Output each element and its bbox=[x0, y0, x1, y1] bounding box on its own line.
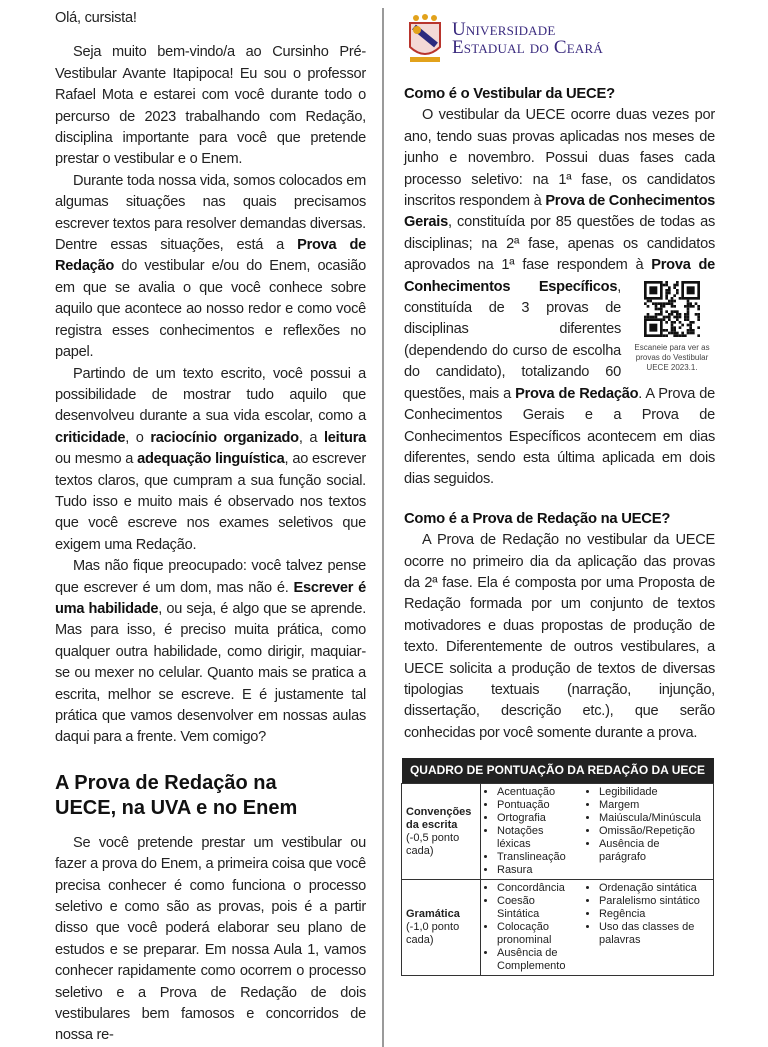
criteria-item: • Omissão/Repetição bbox=[599, 825, 709, 838]
text-segment: , constituída de 3 provas de disciplinas diferentes (dependendo do curso de escolha do candidato), totalizando 60 questões, mais a bbox=[404, 278, 621, 402]
criteria-item: • Coesão Sintática bbox=[497, 895, 579, 921]
text-segment: Se você pretende prestar um vestibular ou fazer a prova do Enem, a primeira coisa que você precisa conhecer é como funciona o processo seletivo e como são as provas, pois é a partir disso que você poderá elaborar seu plano de estudos e se preparar. Em nossa Aula 1, vamos conhecer rapidamente como ocorrem o processo seletivo e a Prova de Redação de dois vestibulares bem famosos e concorridos de nossa re- bbox=[55, 834, 366, 1044]
bold-term: Prova de Redação bbox=[55, 237, 367, 275]
criteria-item: • Legibilidade bbox=[599, 786, 709, 799]
intro-text bbox=[55, 42, 366, 748]
uece-crest-icon bbox=[406, 13, 444, 65]
criteria-item: • Regência bbox=[599, 908, 709, 921]
text-segment: , a bbox=[298, 429, 324, 446]
row-label: Convenções da escrita bbox=[406, 805, 472, 831]
bold-term: leitura bbox=[323, 429, 367, 446]
greeting: Olá, cursista! bbox=[55, 10, 137, 26]
text-segment: Seja muito bem-vindo/a ao Cursinho Pré-Vestibular Avante Itapipoca! Eu sou o professor Rafael Mota e estarei com você durante todo o percurso de 2023 trabalhando com Redação, disciplina importante para você que pretende prestar o vestibular e o Enem. bbox=[55, 44, 366, 168]
q2-title: Como é a Prova de Redação na UECE? bbox=[404, 510, 671, 527]
paragraph bbox=[55, 833, 366, 1047]
qr-caption: Escaneie para ver as provas do Vestibular UECE 2023.1. bbox=[634, 342, 710, 372]
q1-text bbox=[404, 105, 715, 490]
criteria-item: • Translineação bbox=[497, 851, 579, 864]
paragraph bbox=[55, 364, 366, 557]
criteria-item: • Ausência de parágrafo bbox=[599, 838, 709, 864]
bold-term: Escrever é uma habilidade bbox=[55, 579, 366, 617]
section-title-line1: A Prova de Redação na bbox=[55, 771, 277, 794]
right-column bbox=[404, 8, 715, 976]
table-row bbox=[402, 784, 714, 880]
table-row bbox=[402, 880, 714, 976]
text-segment: Mas não fique preocupado: você talvez pense que escrever é um dom, mas não é. bbox=[55, 558, 366, 596]
qr-code-icon[interactable] bbox=[644, 281, 700, 337]
paragraph bbox=[404, 105, 715, 490]
left-column bbox=[55, 8, 366, 1047]
section-title-line2: UECE, na UVA e no Enem bbox=[55, 796, 298, 819]
text-segment: , ao escrever textos claros, que cumpram a sua função social. Tudo isso e muito mais é observado nos textos que você escreve nos exames seletivos que exigem uma Redação. bbox=[55, 451, 367, 553]
criteria-cell bbox=[583, 880, 714, 976]
criteria-cell bbox=[481, 880, 583, 976]
bold-term: raciocínio organizado bbox=[150, 429, 299, 446]
row-penalty: (-1,0 ponto cada) bbox=[406, 921, 460, 947]
criteria-item: • Colocação pronominal bbox=[497, 921, 579, 947]
uece-logo bbox=[406, 12, 715, 66]
bold-term: criticidade bbox=[55, 429, 126, 446]
q1-title: Como é o Vestibular da UECE? bbox=[404, 86, 615, 102]
criteria-item: • Ausência de Complemento bbox=[497, 947, 579, 973]
criteria-cell bbox=[481, 784, 583, 880]
text-segment: ou mesmo a bbox=[55, 451, 138, 468]
criteria-item: • Rasura bbox=[497, 864, 579, 877]
paragraph bbox=[404, 530, 715, 744]
text-segment: Partindo de um texto escrito, você possui a possibilidade de mostrar tudo aquilo que desenvolveu durante a sua vida escolar, como a bbox=[55, 365, 366, 425]
table-title: QUADRO DE PONTUAÇÃO DA REDAÇÃO DA UECE bbox=[402, 758, 714, 784]
criteria-item: • Notações léxicas bbox=[497, 825, 579, 851]
university-name bbox=[452, 21, 603, 57]
row-label-cell bbox=[402, 784, 481, 880]
q1-section bbox=[404, 84, 715, 491]
row-label: Gramática bbox=[406, 908, 460, 921]
text-segment: Durante toda nossa vida, somos colocados em algumas situações nas quais precisamos escrever textos para resolver demandas diversas. Dentre essas situações, está a bbox=[55, 172, 366, 254]
q2-section bbox=[404, 509, 715, 744]
text-segment: , o bbox=[125, 429, 151, 446]
text-segment: A Prova de Redação no vestibular da UECE ocorre no primeiro dia da aplicação das provas da 2ª fase. Ela é composta por uma Proposta de Redação formada por um conjunto de textos motivadores e duas propostas de produção de texto. Diferentemente de outros vestibulares, a UECE solicita a produção de textos de diversas tipologias textuais (narração, injunção, dissertação, descrição etc.), que serão conhecidas por você somente durante a prova. bbox=[404, 532, 715, 741]
criteria-item: • Pontuação bbox=[497, 799, 579, 812]
column-divider bbox=[382, 8, 384, 1047]
text-segment: O vestibular da UECE ocorre duas vezes por ano, tendo suas provas aplicadas nos meses de junho e novembro. Possui duas fases cada processo seletivo: na 1ª fase, os candidatos inscritos respondem à bbox=[404, 107, 715, 210]
logo-line1: Universidade bbox=[452, 19, 556, 40]
section-title bbox=[55, 771, 366, 821]
criteria-item: • Ortografia bbox=[497, 812, 579, 825]
bold-term: Prova de Conhecimentos Gerais bbox=[404, 193, 715, 231]
text-segment: , constituída por 85 questões de todas as disciplinas; na 2ª fase, apenas os candidatos aprovados na 1ª fase respondem à bbox=[404, 214, 715, 274]
row-label-cell bbox=[402, 880, 481, 976]
criteria-item: • Margem bbox=[599, 799, 709, 812]
paragraph bbox=[55, 42, 366, 170]
scoring-table bbox=[401, 758, 714, 976]
bold-term: Prova de Redação bbox=[515, 385, 639, 402]
criteria-item: • Concordância bbox=[497, 882, 579, 895]
criteria-item: • Maiúscula/Minúscula bbox=[599, 812, 709, 825]
qr-block bbox=[629, 281, 715, 373]
logo-line2: Estadual do Ceará bbox=[452, 37, 603, 58]
row-penalty: (-0,5 ponto cada) bbox=[406, 831, 460, 857]
criteria-item: • Acentuação bbox=[497, 786, 579, 799]
paragraph bbox=[55, 556, 366, 749]
bold-term: adequação linguística bbox=[137, 451, 285, 468]
section-text bbox=[55, 833, 366, 1047]
criteria-item: • Ordenação sintática bbox=[599, 882, 709, 895]
criteria-item: • Paralelismo sintático bbox=[599, 895, 709, 908]
criteria-cell bbox=[583, 784, 714, 880]
paragraph bbox=[55, 171, 366, 364]
bold-term: Prova de Conhecimentos Específicos bbox=[404, 257, 715, 295]
text-segment: . A Prova de Conhecimentos Gerais e a Prova de Conhecimentos Específicos acontecem em dias diferentes, sendo esta última aplicada em dois dias seguidos. bbox=[404, 385, 715, 488]
text-segment: , ou seja, é algo que se aprende. Mas para isso, é preciso muita prática, como qualquer outra habilidade, como dirigir, maquiar-se ou mexer no celular. Quanto mais se pratica a escrita, melhor se escreve. E é justamente tal prática que vamos desenvolver em nossas aulas daqui para a frente. Vem comigo? bbox=[55, 600, 366, 746]
q2-text bbox=[404, 530, 715, 744]
criteria-item: • Uso das classes de palavras bbox=[599, 921, 709, 947]
text-segment: do vestibular e/ou do Enem, ocasião em que se avalia o que você conhece sobre aquilo que acontece ao nosso redor e como você registra esses conhecimentos e reflexões no papel. bbox=[55, 258, 366, 361]
